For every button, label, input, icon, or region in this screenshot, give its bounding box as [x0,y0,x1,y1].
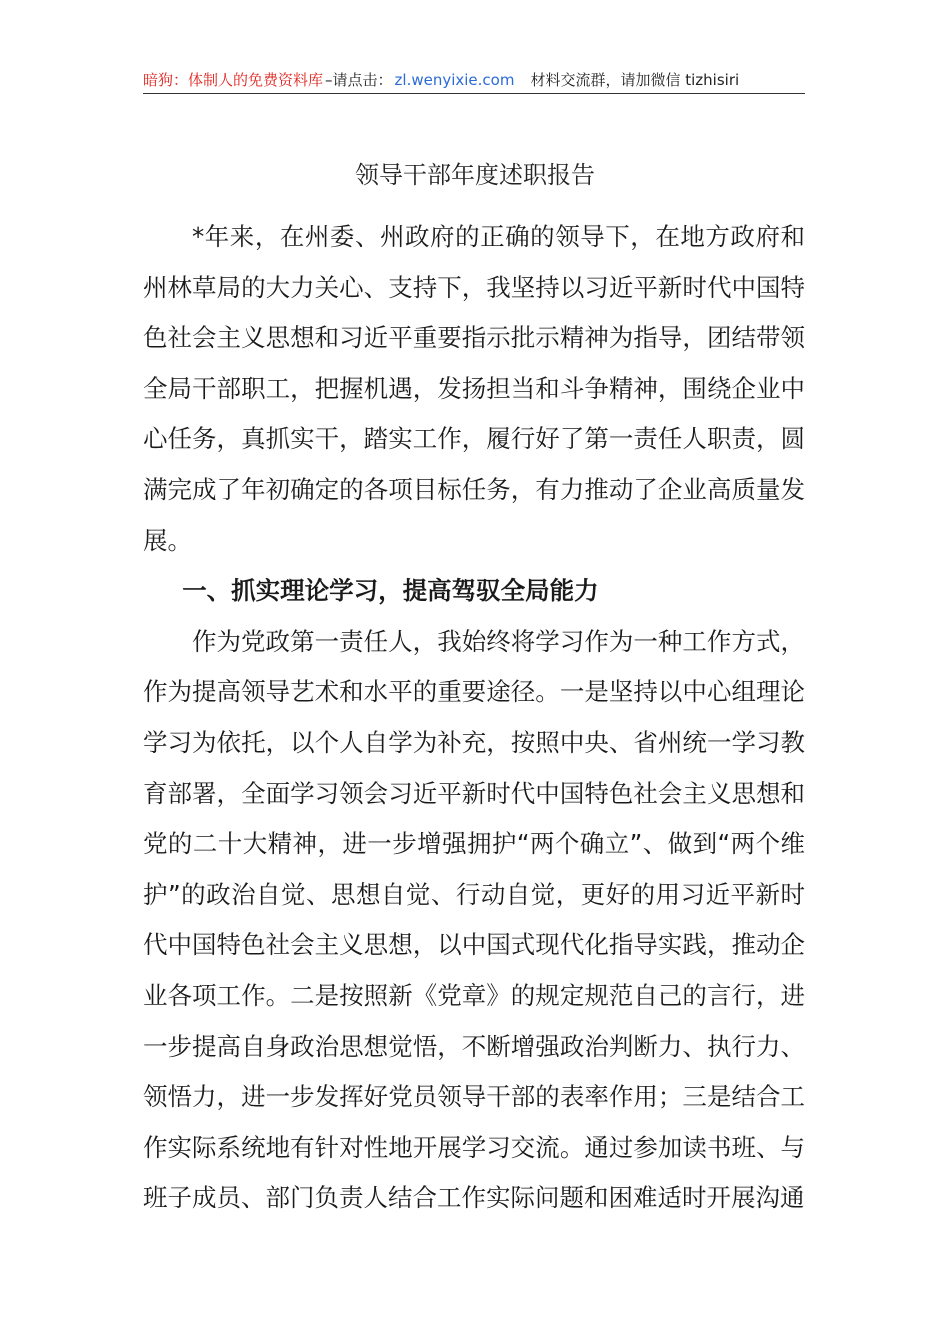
document-body [143,212,805,1224]
section-paragraph: 作为党政第一责任人，我始终将学习作为一种工作方式，作为提高领导艺术和水平的重要途径。一是坚持以中心组理论学习为依托，以个人自学为补充，按照中央、省州统一学习教育部署，全面学习领会习近平新时代中国特色社会主义思想和党的二十大精神，进一步增强拥护“两个确立”、做到“两个维护”的政治自觉、思想自觉、行动自觉，更好的用习近平新时代中国特色社会主义思想，以中国式现代化指导实践，推动企业各项工作。二是按照新《党章》的规定规范自己的言行，进一步提高自身政治思想觉悟，不断增强政治判断力、执行力、领悟力，进一步发挥好党员领导干部的表率作用；三是结合工作实际系统地有针对性地开展学习交流。通过参加读书班、与班子成员、部门负责人结合工作实际问题和困难适时开展沟通 [143,626,805,1213]
header-link[interactable]: zl.wenyixie.com [394,71,515,89]
intro-paragraph: *年来，在州委、州政府的正确的领导下，在地方政府和州林草局的大力关心、支持下，我坚持以习近平新时代中国特色社会主义思想和习近平重要指示批示精神为指导，团结带领全局干部职工，把握机遇，发扬担当和斗争精神，围绕企业中心任务，真抓实干，踏实工作，履行好了第一责任人职责，圆满完成了年初确定的各项目标任务，有力推动了企业高质量发展。 [143,222,805,555]
document-title: 领导干部年度述职报告 [355,161,595,189]
header-brand: 暗狗：体制人的免费资料库 [143,71,324,89]
header-click-prompt: –请点击： [325,71,393,89]
page-header [143,66,805,94]
section-heading: 一、抓实理论学习，提高驾驭全局能力 [182,576,599,606]
header-group-info: 材料交流群，请加微信 tizhisiri [530,71,740,89]
